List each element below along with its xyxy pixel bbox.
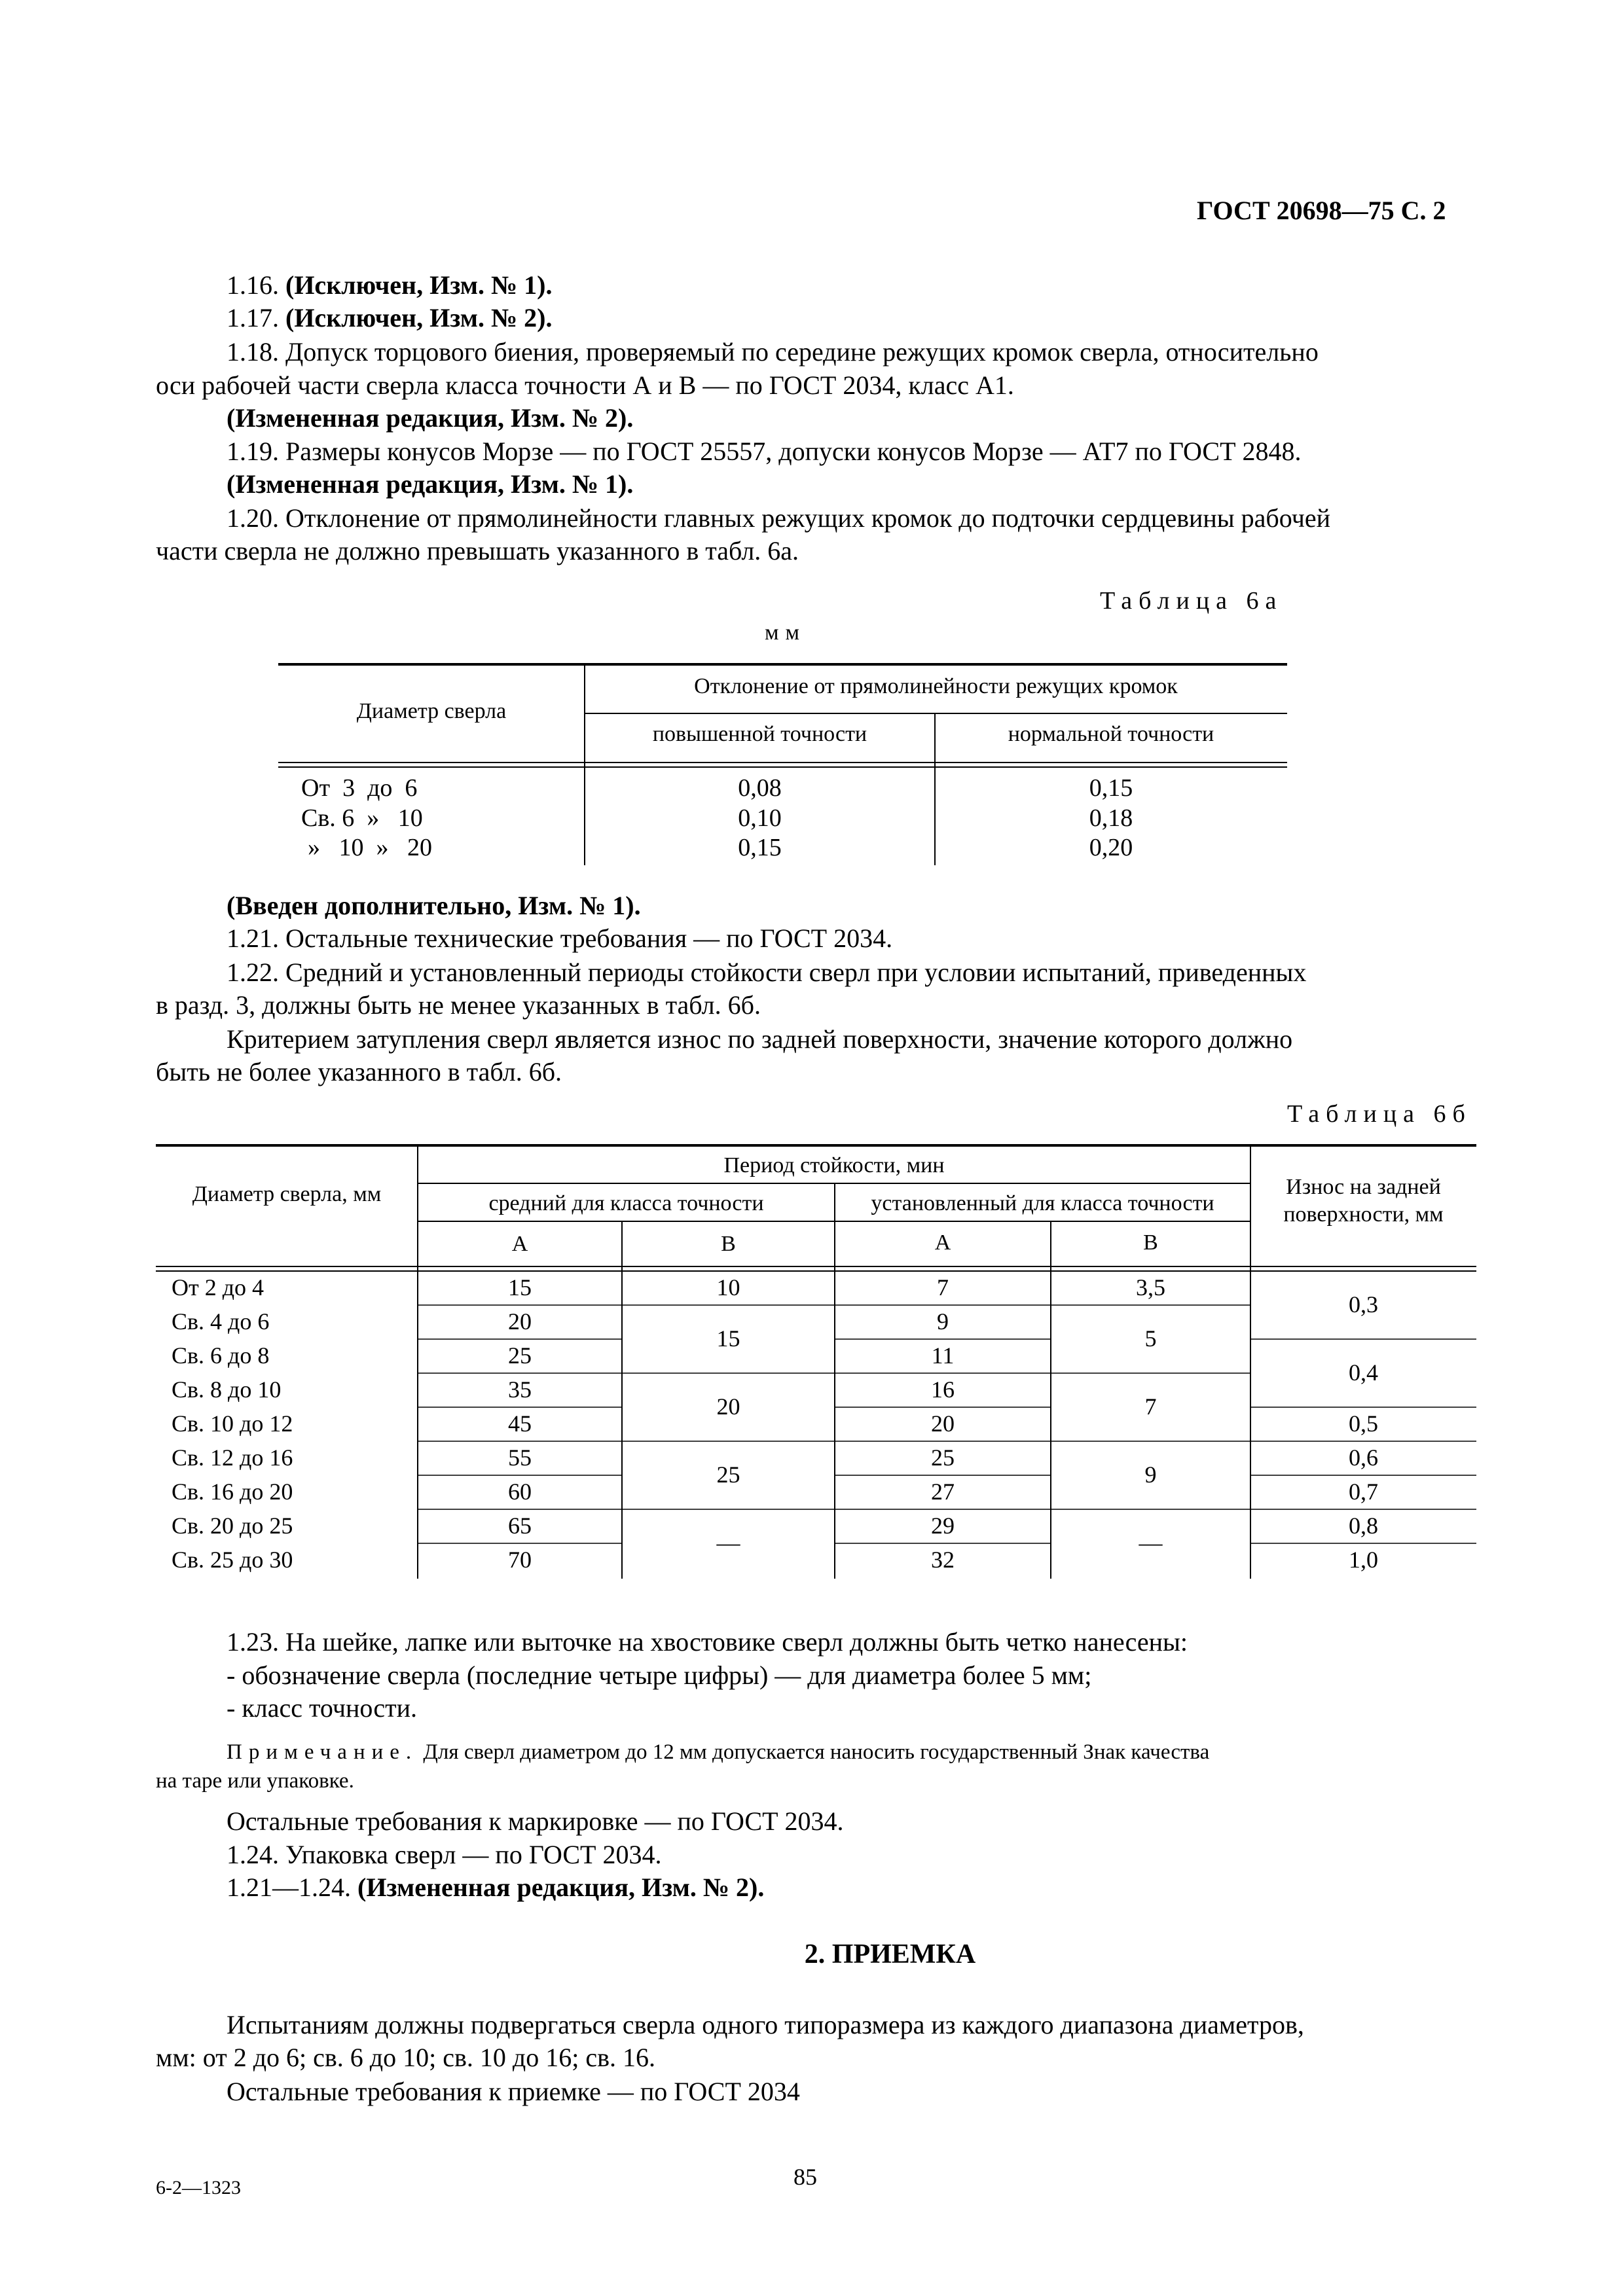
table-6b-wear-cell: 1,0 (1349, 1547, 1378, 1573)
table-6b-header-wear-line2: поверхности, мм (1283, 1202, 1444, 1227)
clause-number: 1.17. (227, 303, 279, 332)
table-6b-diameter-cell: Св. 16 до 20 (172, 1479, 293, 1505)
table-6a-row-2-diameter: Св. 6 » 10 (301, 804, 423, 832)
table-6b-diameter-cell: Св. 4 до 6 (172, 1308, 270, 1335)
table-6b-avg-a-cell: 45 (508, 1410, 532, 1437)
table-6b-set-b-cell: 9 (1144, 1462, 1157, 1488)
table-6b-set-a-cell: 29 (931, 1513, 955, 1539)
table-6a-row-3-diameter: » 10 » 20 (308, 834, 432, 861)
table-6b-header-set-class-b: В (1143, 1230, 1158, 1255)
table-6b-header-set: установленный для класса точности (871, 1191, 1214, 1215)
table-6b-header-avg-class-b: В (721, 1232, 736, 1256)
table-6b-wear-cell: 0,3 (1349, 1291, 1378, 1318)
table-6b-diameter-cell: От 2 до 4 (172, 1274, 264, 1300)
table-6a-row-1-normal: 0,15 (1089, 774, 1133, 802)
table-6a-header-deviation: Отклонение от прямолинейности режущих кромок (694, 674, 1178, 698)
table-6b-set-a-cell: 32 (931, 1547, 955, 1573)
table-6a-row-2-normal: 0,18 (1089, 804, 1133, 832)
table-6b-avg-b-cell: 10 (716, 1274, 740, 1300)
table-6b-set-b-cell: 7 (1144, 1393, 1157, 1420)
clause-1-23-line3: - класс точности. (227, 1693, 418, 1723)
table-6b-avg-a-cell: 65 (508, 1513, 532, 1539)
footer-code: 6-2—1323 (156, 2177, 241, 2198)
table-6a-header-high: повышенной точности (652, 722, 867, 746)
table-6b-avg-b-cell: 25 (716, 1462, 740, 1488)
table-6a-row-2-high: 0,10 (738, 804, 782, 832)
table-6b-avg-a-cell: 20 (508, 1308, 532, 1335)
clause-1-23-line1: 1.23. На шейке, лапке или выточке на хвостовике сверл должны быть четко нанесены: (227, 1627, 1188, 1657)
table-6b-diameter-cell: Св. 25 до 30 (172, 1547, 293, 1573)
clause-1-18-line1: 1.18. Допуск торцового биения, проверяемый по середине режущих кромок сверла, относительно (227, 337, 1319, 367)
table-6b-diameter-cell: Св. 6 до 8 (172, 1342, 270, 1369)
table-6b-avg-b-cell: — (716, 1530, 740, 1556)
clause-1-24: 1.24. Упаковка сверл — по ГОСТ 2034. (227, 1840, 662, 1869)
page-number: 85 (793, 2164, 817, 2190)
table-6b-wear-cell: 0,8 (1349, 1513, 1378, 1539)
table-6a-row-3-high: 0,15 (738, 834, 782, 861)
table-6b-avg-a-cell: 35 (508, 1376, 532, 1403)
table-6b-header-avg-class-a: А (511, 1232, 528, 1256)
table-6b-set-a-cell: 25 (931, 1444, 955, 1471)
table-6b-avg-a-cell: 25 (508, 1342, 532, 1369)
criterion-line1: Критерием затупления сверл является износ по задней поверхности, значение которого должно (227, 1024, 1293, 1054)
table-6b-wear-cell: 0,7 (1349, 1479, 1378, 1505)
note-line2: на таре или упаковке. (156, 1769, 354, 1793)
table-6b-header-average: средний для класса точности (488, 1191, 764, 1215)
table-6a-caption: Таблица 6а (1100, 587, 1283, 615)
table-6b-header-period: Период стойкости, мин (723, 1153, 945, 1177)
document-header: ГОСТ 20698—75 С. 2 (1197, 196, 1446, 225)
table-6a-row-1-high: 0,08 (738, 774, 782, 802)
note-line1: Примечание. Для сверл диаметром до 12 мм допускается наносить государственный Знак качества (227, 1740, 1210, 1764)
clause-1-22-line2: в разд. 3, должны быть не менее указанных в табл. 6б. (156, 990, 761, 1020)
table-6b-avg-b-cell: 15 (716, 1325, 740, 1352)
table-6a-row-3-normal: 0,20 (1089, 834, 1133, 861)
amendment-note: (Исключен, Изм. № 2). (285, 303, 553, 332)
table-6b-wear-cell: 0,4 (1349, 1359, 1378, 1386)
table-6b-diameter-cell: Св. 12 до 16 (172, 1444, 293, 1471)
table-6b-caption: Таблица 6б (1287, 1100, 1472, 1128)
table-6b-avg-a-cell: 70 (508, 1547, 532, 1573)
amendment-note: (Измененная редакция, Изм. № 2). (357, 1873, 765, 1902)
table-6b-header-wear-line1: Износ на задней (1286, 1175, 1441, 1199)
clause-1-22-line1: 1.22. Средний и установленный периоды стойкости сверл при условии испытаний, приведенных (227, 958, 1307, 987)
clause-1-20-line1: 1.20. Отклонение от прямолинейности главных режущих кромок до подточки сердцевины рабочей (227, 503, 1331, 533)
clause-number: 1.16. (227, 270, 279, 300)
table-6b-set-a-cell: 7 (937, 1274, 949, 1300)
table-6b-wear-cell: 0,5 (1349, 1410, 1378, 1437)
table-6b-set-a-cell: 16 (931, 1376, 955, 1403)
table-6a-row-1-diameter: От 3 до 6 (301, 774, 418, 802)
marking-requirements: Остальные требования к маркировке — по ГОСТ 2034. (227, 1806, 844, 1836)
table-6b-wear-cell: 0,6 (1349, 1444, 1378, 1471)
table-6b-header-diameter: Диаметр сверла, мм (192, 1182, 382, 1206)
table-6b-set-b-cell: 3,5 (1136, 1274, 1165, 1300)
clause-1-20-line2: части сверла не должно превышать указанного в табл. 6а. (156, 536, 799, 565)
table-6b-avg-b-cell: 20 (716, 1393, 740, 1420)
table-6a-header-normal: нормальной точности (1008, 722, 1214, 746)
acceptance-line3: Остальные требования к приемке — по ГОСТ 2034 (227, 2077, 800, 2106)
table-6b-set-b-cell: — (1139, 1530, 1163, 1556)
table-6b-diameter-cell: Св. 20 до 25 (172, 1513, 293, 1539)
clause-1-23-line2: - обозначение сверла (последние четыре цифры) — для диаметра более 5 мм; (227, 1660, 1092, 1690)
clause-1-18-amendment: (Измененная редакция, Изм. № 2). (227, 403, 634, 433)
table-6a-amendment: (Введен дополнительно, Изм. № 1). (227, 891, 641, 920)
acceptance-line1: Испытаниям должны подвергаться сверла одного типоразмера из каждого диапазона диаметров, (227, 2010, 1304, 2039)
table-6b-header-set-class-a: А (934, 1230, 951, 1255)
clause-1-19-amendment: (Измененная редакция, Изм. № 1). (227, 469, 634, 499)
note-label: Примечание. (227, 1740, 418, 1764)
table-6b-avg-a-cell: 15 (508, 1274, 532, 1300)
table-6a-header-diameter: Диаметр сверла (356, 699, 507, 723)
acceptance-line2: мм: от 2 до 6; св. 6 до 10; св. 10 до 16; св. 16. (156, 2043, 656, 2072)
table-6b-diameter-cell: Св. 8 до 10 (172, 1376, 282, 1403)
table-6b-set-b-cell: 5 (1144, 1325, 1157, 1352)
table-6b-diameter-cell: Св. 10 до 12 (172, 1410, 293, 1437)
table-6b-set-a-cell: 11 (931, 1342, 955, 1369)
table-6b-set-a-cell: 9 (937, 1308, 949, 1335)
table-6b-avg-a-cell: 60 (508, 1479, 532, 1505)
amendment-note: (Исключен, Изм. № 1). (285, 270, 553, 300)
table-6b-set-a-cell: 27 (931, 1479, 955, 1505)
table-6a-unit: мм (765, 620, 807, 645)
clause-number: 1.21—1.24. (227, 1873, 351, 1902)
clause-1-19-line1: 1.19. Размеры конусов Морзе — по ГОСТ 25557, допуски конусов Морзе — АТ7 по ГОСТ 2848. (227, 437, 1302, 466)
clause-1-18-line2: оси рабочей части сверла класса точности А и В — по ГОСТ 2034, класс А1. (156, 370, 1014, 400)
table-6b-avg-a-cell: 55 (508, 1444, 532, 1471)
table-6b-set-a-cell: 20 (931, 1410, 955, 1437)
clause-1-21: 1.21. Остальные технические требования — по ГОСТ 2034. (227, 924, 893, 953)
clause-1-21-1-24 (227, 1871, 764, 1905)
criterion-line2: быть не более указанного в табл. 6б. (156, 1057, 562, 1086)
section-2-title: 2. ПРИЕМКА (804, 1939, 976, 1969)
